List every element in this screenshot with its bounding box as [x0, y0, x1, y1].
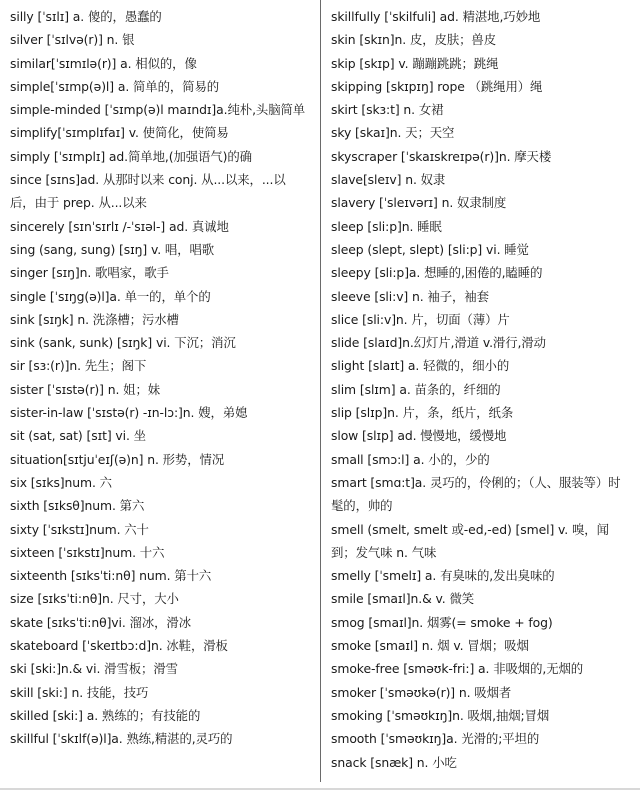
bottom-edge	[0, 788, 640, 790]
vocab-entry: sister [ˈsɪstə(r)] n. 姐；妹	[10, 381, 161, 397]
vocab-entry: simplify[ˈsɪmplɪfaɪ] v. 使简化，使简易	[10, 125, 229, 141]
vocab-entry: slice [sli:v]n. 片，切面（薄）片	[331, 311, 510, 327]
vocab-entry: snack [snæk] n. 小吃	[331, 754, 457, 770]
vocab-entry: skyscraper [ˈskaɪskreɪpə(r)]n. 摩天楼	[331, 148, 552, 164]
vocab-entry: sky [skaɪ]n. 天；天空	[331, 125, 455, 141]
vocab-entry: slip [slɪp]n. 片，条，纸片，纸条	[331, 405, 514, 421]
vocab-entry: skip [skɪp] v. 蹦蹦跳跳；跳绳	[331, 55, 499, 71]
vocab-entry: sixteen [ˈsɪkstɪ]num. 十六	[10, 544, 165, 560]
vocab-entry: skate [sɪksˈti:nθ]vi. 溜冰，滑冰	[10, 614, 192, 630]
vocab-entry: smile [smaɪl]n.& v. 微笑	[331, 591, 475, 607]
vocab-entry: sleep [sli:p]n. 睡眠	[331, 218, 442, 234]
vocab-entry: size [sɪksˈti:nθ]n. 尺寸，大小	[10, 591, 179, 607]
vocab-entry: skill [ski:] n. 技能，技巧	[10, 684, 149, 700]
vocab-entry: sleeve [sli:v] n. 袖子，袖套	[331, 288, 489, 304]
vocab-entry: ski [ski:]n.& vi. 滑雪板；滑雪	[10, 661, 178, 677]
vocab-entry: simple[ˈsɪmp(ə)l] a. 简单的，简易的	[10, 78, 220, 94]
vocab-entry: slave[sleɪv] n. 奴隶	[331, 172, 446, 188]
left-column	[10, 5, 310, 751]
vocab-entry: similar[ˈsɪmɪlə(r)] a. 相似的，像	[10, 55, 197, 71]
right-column	[331, 5, 631, 774]
column-divider	[320, 0, 321, 782]
vocab-entry: since [sɪns]ad. 从那时以来 conj. 从...以来，...以后，由于 prep. 从...以来	[10, 172, 286, 211]
vocab-entry: simple-minded [ˈsɪmp(ə)l maɪndɪ]a.纯朴,头脑简单	[10, 102, 306, 118]
vocab-entry: sink (sank, sunk) [sɪŋk] vi. 下沉；消沉	[10, 335, 236, 351]
vocab-entry: smooth [ˈsməʊkɪŋ]a. 光滑的;平坦的	[331, 731, 540, 747]
vocab-entry: skillful [ˈskɪlf(ə)l]a. 熟练,精湛的,灵巧的	[10, 731, 233, 747]
vocab-entry: single [ˈsɪŋg(ə)l]a. 单一的，单个的	[10, 288, 211, 304]
vocab-entry: sister-in-law [ˈsɪstə(r) -ɪn-lɔ:]n. 嫂，弟媳	[10, 405, 248, 421]
vocab-entry: skillfully [ˈskilfuli] ad. 精湛地,巧妙地	[331, 9, 541, 24]
vocab-entry: silly [ˈsɪlɪ] a. 傻的，愚蠢的	[10, 9, 162, 24]
vocab-entry: smoking [ˈsməʊkɪŋ]n. 吸烟,抽烟;冒烟	[331, 707, 550, 723]
vocab-entry: sleep (slept, slept) [sli:p] vi. 睡觉	[331, 241, 529, 257]
vocab-entry: skipping [skɪpɪŋ] rope （跳绳用）绳	[331, 78, 543, 94]
vocab-entry: sir [sɜ:(r)]n. 先生；阁下	[10, 358, 147, 374]
vocab-entry: silver [ˈsɪlvə(r)] n. 银	[10, 32, 135, 48]
vocab-entry: smell (smelt, smelt 或-ed,-ed) [smel] v. 嗅，闻到；发气味 n. 气味	[331, 521, 609, 560]
vocab-entry: smog [smaɪl]n. 烟雾(= smoke + fog)	[331, 614, 553, 630]
vocab-entry: slight [slaɪt] a. 轻微的，细小的	[331, 358, 510, 374]
vocab-entry: sit (sat, sat) [sɪt] vi. 坐	[10, 428, 146, 444]
vocab-entry: sincerely [sɪnˈsɪrlɪ /-ˈsɪəl-] ad. 真诚地	[10, 218, 229, 234]
vocab-entry: skin [skɪn]n. 皮，皮肤；兽皮	[331, 32, 496, 48]
vocab-entry: simply [ˈsɪmplɪ] ad.简单地,(加强语气)的确	[10, 148, 252, 164]
vocab-entry: smelly [ˈsmelɪ] a. 有臭味的,发出臭味的	[331, 568, 555, 584]
vocab-entry: sleepy [sli:p]a. 想睡的,困倦的,瞌睡的	[331, 265, 543, 281]
vocab-entry: sing (sang, sung) [sɪŋ] v. 唱，唱歌	[10, 241, 215, 257]
vocab-entry: skateboard [ˈskeɪtbɔ:d]n. 冰鞋，滑板	[10, 638, 228, 654]
vocab-entry: slow [slɪp] ad. 慢慢地，缓慢地	[331, 428, 507, 444]
vocab-entry: skilled [ski:] a. 熟练的；有技能的	[10, 707, 201, 723]
vocab-entry: smoke-free [sməʊk-fri:] a. 非吸烟的,无烟的	[331, 661, 584, 677]
vocab-entry: slim [slɪm] a. 苗条的，纤细的	[331, 381, 501, 397]
vocab-entry: situation[sɪtjuˈeɪʃ(ə)n] n. 形势，情况	[10, 451, 225, 467]
vocab-entry: singer [sɪŋ]n. 歌唱家，歌手	[10, 265, 169, 281]
vocab-entry: sixth [sɪksθ]num. 第六	[10, 498, 145, 514]
vocab-entry: slavery [ˈsleɪvərɪ] n. 奴隶制度	[331, 195, 507, 211]
vocab-entry: small [smɔ:l] a. 小的，少的	[331, 451, 490, 467]
vocab-entry: smoker [ˈsməʊkə(r)] n. 吸烟者	[331, 684, 512, 700]
vocab-entry: six [sɪks]num. 六	[10, 474, 112, 490]
vocab-entry: smart [smɑ:t]a. 灵巧的，伶俐的；（人、服装等）时髦的，帅的	[331, 474, 621, 514]
vocab-entry: slide [slaɪd]n.幻灯片,滑道 v.滑行,滑动	[331, 335, 546, 351]
vocab-entry: sixty [ˈsɪkstɪ]num. 六十	[10, 521, 149, 537]
vocab-entry: sixteenth [sɪksˈti:nθ] num. 第十六	[10, 568, 212, 584]
vocab-entry: smoke [smaɪl] n. 烟 v. 冒烟；吸烟	[331, 638, 529, 654]
vocab-entry: skirt [skɜ:t] n. 女裙	[331, 102, 444, 118]
vocab-entry: sink [sɪŋk] n. 洗涤槽；污水槽	[10, 311, 179, 327]
